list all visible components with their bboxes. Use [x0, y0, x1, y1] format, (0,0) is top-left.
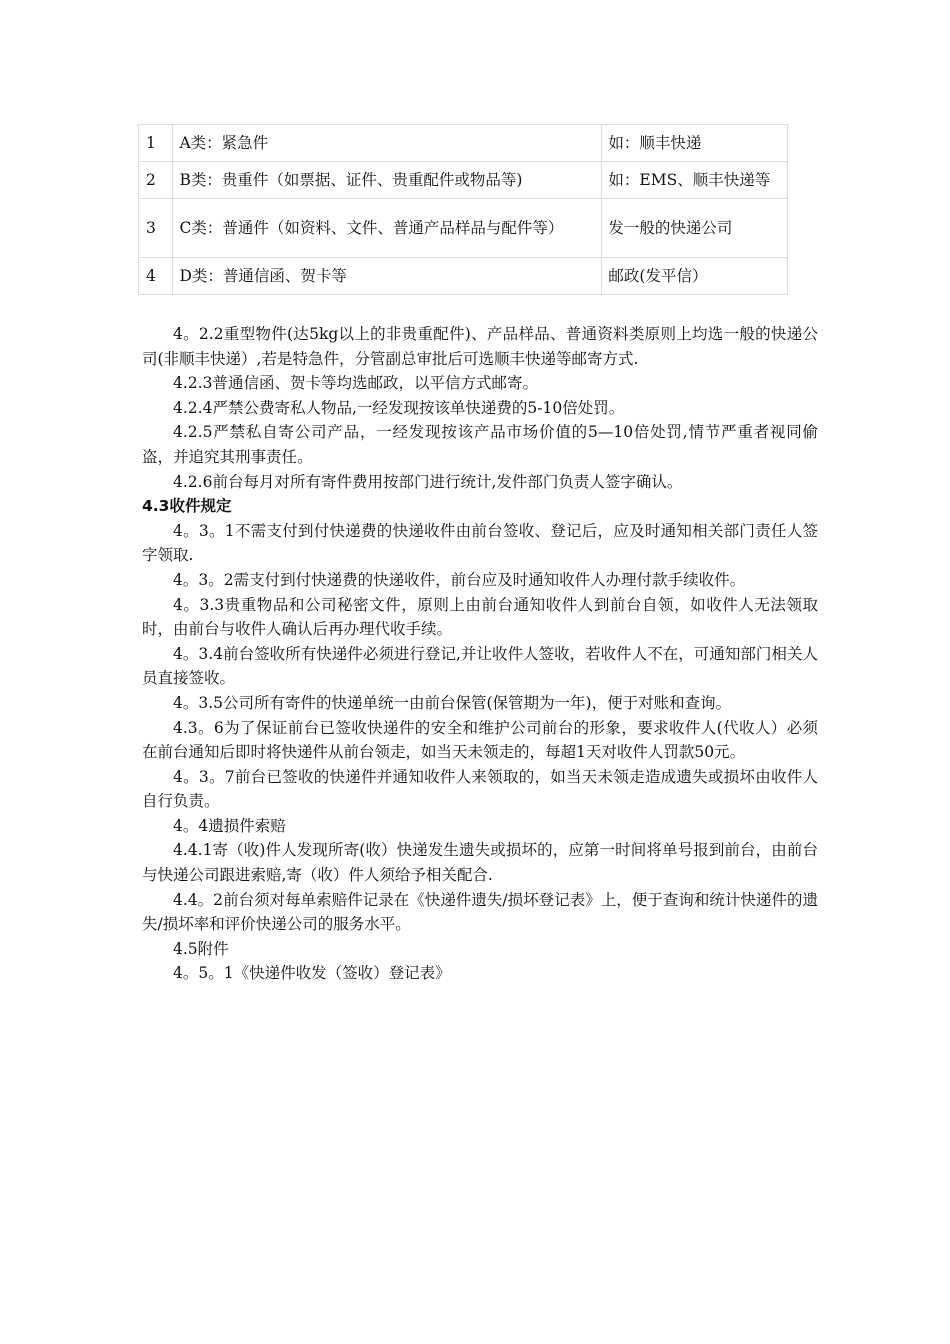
- paragraph-4-3-1: 4。3。1不需支付到付快递费的快递收件由前台签收、登记后，应及时通知相关部门责任人签字领取.: [142, 521, 818, 565]
- paragraph-4-3-6: 4.3。6为了保证前台已签收快递件的安全和维护公司前台的形象，要求收件人(代收人）必须在前台通知后即时将快递件从前台领走，如当天未领走的，每超1天对收件人罚款50元。: [142, 718, 818, 762]
- paragraph-4-3-7: 4。3。7前台已签收的快递件并通知收件人来领取的，如当天未领走造成遗失或损坏由收件人自行负责。: [142, 767, 818, 811]
- paragraph-4-4-2: 4.4。2前台须对每单索赔件记录在《快递件遗失/损坏登记表》上，便于查询和统计快递件的遗失/损坏率和评价快递公司的服务水平。: [142, 890, 818, 934]
- category-cell: B类：贵重件（如票据、证件、贵重配件或物品等): [173, 162, 602, 199]
- category-cell: D类：普通信函、贺卡等: [173, 258, 602, 295]
- row-number: 4: [139, 258, 173, 295]
- category-cell: A类：紧急件: [173, 125, 602, 162]
- table-row: [139, 162, 788, 199]
- section-heading-4-3: 4.3收件规定: [142, 497, 232, 516]
- row-number: 3: [139, 199, 173, 258]
- row-number: 1: [139, 125, 173, 162]
- example-cell: 如：EMS、顺丰快递等: [602, 162, 788, 199]
- paragraph-4-3-4: 4。3.4前台签收所有快递件必须进行登记,并让收件人签收，若收件人不在，可通知部门相关人员直接签收。: [142, 644, 818, 688]
- paragraph-4-2-2: 4。2.2重型物件(达5kg以上的非贵重配件)、产品样品、普通资料类原则上均选一般的快递公司(非顺丰快递）,若是特急件，分管副总审批后可选顺丰快递等邮寄方式.: [142, 325, 818, 368]
- paragraph-4-3-2: 4。3。2需支付到付快递费的快递收件，前台应及时通知收件人办理付款手续收件。: [173, 570, 746, 589]
- table-row: [139, 125, 788, 162]
- paragraph-4-2-5: 4.2.5严禁私自寄公司产品，一经发现按该产品市场价值的5—10倍处罚,情节严重者视同偷盗，并追究其刑事责任。: [142, 423, 818, 466]
- row-number: 2: [139, 162, 173, 199]
- section-heading-4-4: 4。4遗损件索赔: [173, 816, 286, 835]
- paragraph-4-2-4: 4.2.4严禁公费寄私人物品,一经发现按该单快递费的5-10倍处罚。: [173, 398, 625, 417]
- paragraph-4-2-6: 4.2.6前台每月对所有寄件费用按部门进行统计,发件部门负责人签字确认。: [173, 472, 683, 491]
- express-category-table: [138, 124, 788, 295]
- paragraph-4-2-3: 4.2.3普通信函、贺卡等均选邮政，以平信方式邮寄。: [173, 374, 538, 393]
- table-row: [139, 199, 788, 258]
- table-row: [139, 258, 788, 295]
- section-heading-4-5: 4.5附件: [173, 939, 229, 958]
- paragraph-4-4-1: 4.4.1寄（收)件人发现所寄(收）快递发生遗失或损坏的，应第一时间将单号报到前台，由前台与快递公司跟进索赔,寄（收）件人须给予相关配合.: [142, 841, 818, 885]
- paragraph-4-3-5: 4。3.5公司所有寄件的快递单统一由前台保管(保管期为一年)，便于对账和查询。: [173, 693, 732, 712]
- example-cell: 邮政(发平信）: [602, 258, 788, 295]
- example-cell: 如：顺丰快递: [602, 125, 788, 162]
- example-cell: 发一般的快递公司: [602, 199, 788, 258]
- paragraph-4-5-1: 4。5。1《快递件收发（签收）登记表》: [173, 964, 451, 983]
- paragraph-4-3-3: 4。3.3贵重物品和公司秘密文件，原则上由前台通知收件人到前台自领，如收件人无法领取时，由前台与收件人确认后再办理代收手续。: [142, 595, 818, 639]
- category-cell: C类：普通件（如资料、文件、普通产品样品与配件等）: [173, 199, 602, 258]
- document-body: [142, 322, 818, 986]
